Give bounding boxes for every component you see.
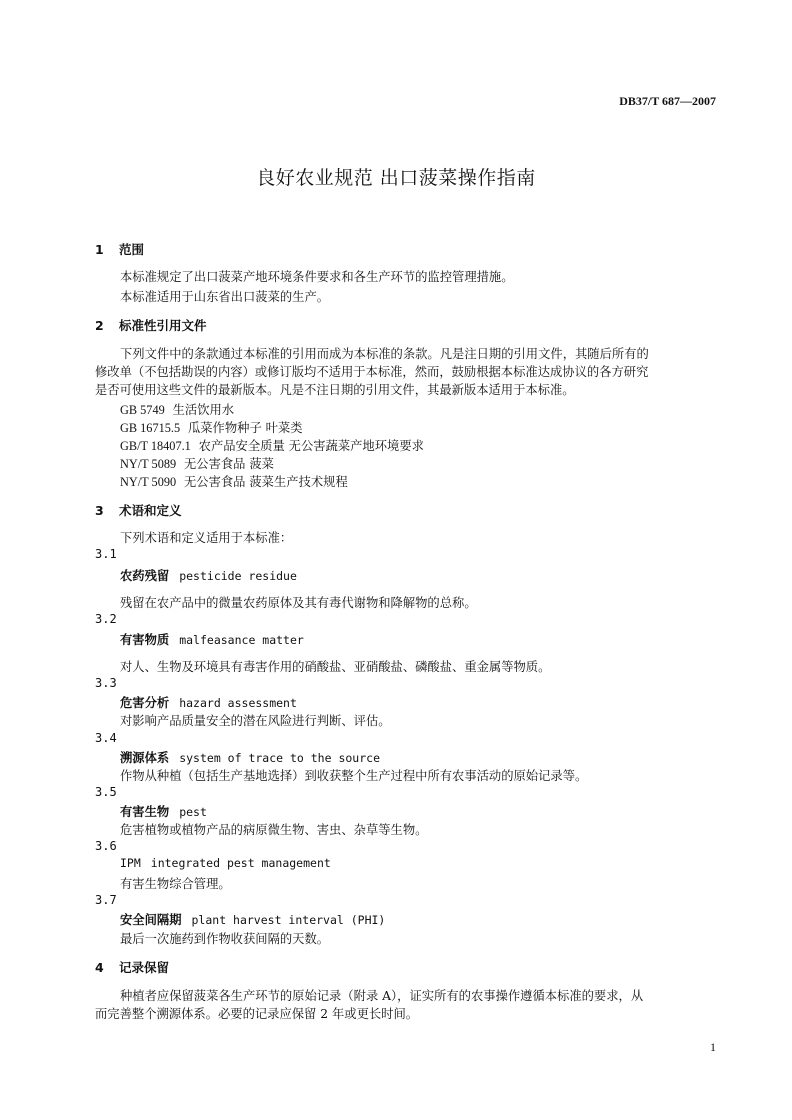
section-number: 3 [95,503,104,518]
section-number: 1 [95,242,104,257]
term-number: 3.4 [95,731,117,745]
section-1-heading [95,240,144,258]
term-zh: 危害分析 [120,696,170,710]
term-zh: 有害物质 [120,633,170,647]
term-definition: 有害生物综合管理。 [120,877,231,891]
term-definition: 残留在农产品中的微量农药原体及其有毒代谢物和降解物的总称。 [120,596,477,610]
term-zh: 有害生物 [120,805,170,819]
reference-code: GB 5749 [120,403,165,417]
section-title: 范围 [119,242,145,257]
term-number: 3.3 [95,676,117,690]
document-number: DB37/T 687—2007 [619,94,716,108]
term-en: integrated pest management [150,856,331,870]
reference-code: GB 16715.5 [120,421,181,435]
paragraph-line: 而完善整个溯源体系。必要的记录应保留 2 年或更长时间。 [95,1007,419,1021]
section-number: 4 [95,960,104,975]
term-definition: 最后一次施药到作物收获间隔的天数。 [120,932,330,946]
term-en: pest [179,805,207,819]
term-en: hazard assessment [179,696,297,710]
term-en: pesticide residue [179,569,297,583]
reference-code: GB/T 18407.1 [120,439,191,453]
page-number: 1 [710,1040,716,1054]
term-definition: 对影响产品质量安全的潜在风险进行判断、评估。 [120,714,391,728]
term-zh: 溯源体系 [120,751,170,765]
term-heading [120,802,207,820]
term-number: 3.7 [95,893,117,907]
reference-code: NY/T 5089 [120,457,177,471]
paragraph-line: 是否可使用这些文件的最新版本。凡是不注日期的引用文件，其最新版本适用于本标准。 [95,383,575,397]
section-number: 2 [95,318,104,333]
paragraph: 本标准规定了出口菠菜产地环境条件要求和各生产环节的监控管理措施。 [120,270,514,284]
term-heading [120,566,297,584]
reference-name: 无公害食品 菠菜 [183,457,274,471]
term-en: system of trace to the source [179,751,380,765]
section-title: 标准性引用文件 [119,318,207,333]
term-definition: 作物从种植（包括生产基地选择）到收获整个生产过程中所有农事活动的原始记录等。 [120,769,588,783]
term-zh: 农药残留 [120,569,170,583]
term-number: 3.1 [95,547,117,561]
paragraph-line: 下列文件中的条款通过本标准的引用而成为本标准的条款。凡是注日期的引用文件，其随后所有的 [120,347,649,361]
page-title: 良好农业规范 出口菠菜操作指南 [256,167,536,189]
section-title: 术语和定义 [119,503,182,518]
reference-item [120,472,348,490]
section-4-heading [95,958,169,976]
term-zh: IPM [120,856,141,870]
term-en: malfeasance matter [179,633,304,647]
reference-item [120,436,424,454]
term-definition: 危害植物或植物产品的病原微生物、害虫、杂草等生物。 [120,823,428,837]
term-heading [120,910,385,928]
paragraph: 下列术语和定义适用于本标准： [120,531,293,545]
reference-item [120,454,274,472]
paragraph-line: 修改单（不包括勘误的内容）或修订版均不适用于本标准，然而，鼓励根据本标准达成协议的各方研究 [95,365,649,379]
term-heading [120,748,380,766]
reference-name: 无公害食品 菠菜生产技术规程 [183,475,348,489]
reference-name: 生活饮用水 [172,403,235,417]
term-heading [120,630,304,648]
term-number: 3.5 [95,785,117,799]
reference-name: 农产品安全质量 无公害蔬菜产地环境要求 [198,439,424,453]
section-3-heading [95,501,182,519]
term-number: 3.2 [95,612,117,626]
reference-code: NY/T 5090 [120,475,177,489]
term-definition: 对人、生物及环境具有毒害作用的硝酸盐、亚硝酸盐、磷酸盐、重金属等物质。 [120,660,551,674]
term-en: plant harvest interval (PHI) [191,913,386,927]
term-heading [120,693,297,711]
paragraph-line: 种植者应保留菠菜各生产环节的原始记录（附录 A），证实所有的农事操作遵循本标准的要求，从 [120,989,644,1003]
reference-item [120,418,303,436]
section-title: 记录保留 [119,960,170,975]
term-heading [120,856,331,870]
paragraph: 本标准适用于山东省出口菠菜的生产。 [120,290,330,304]
reference-item [120,400,234,418]
section-2-heading [95,316,207,334]
reference-name: 瓜菜作物种子 叶菜类 [187,421,303,435]
term-zh: 安全间隔期 [120,913,182,927]
term-number: 3.6 [95,839,117,853]
